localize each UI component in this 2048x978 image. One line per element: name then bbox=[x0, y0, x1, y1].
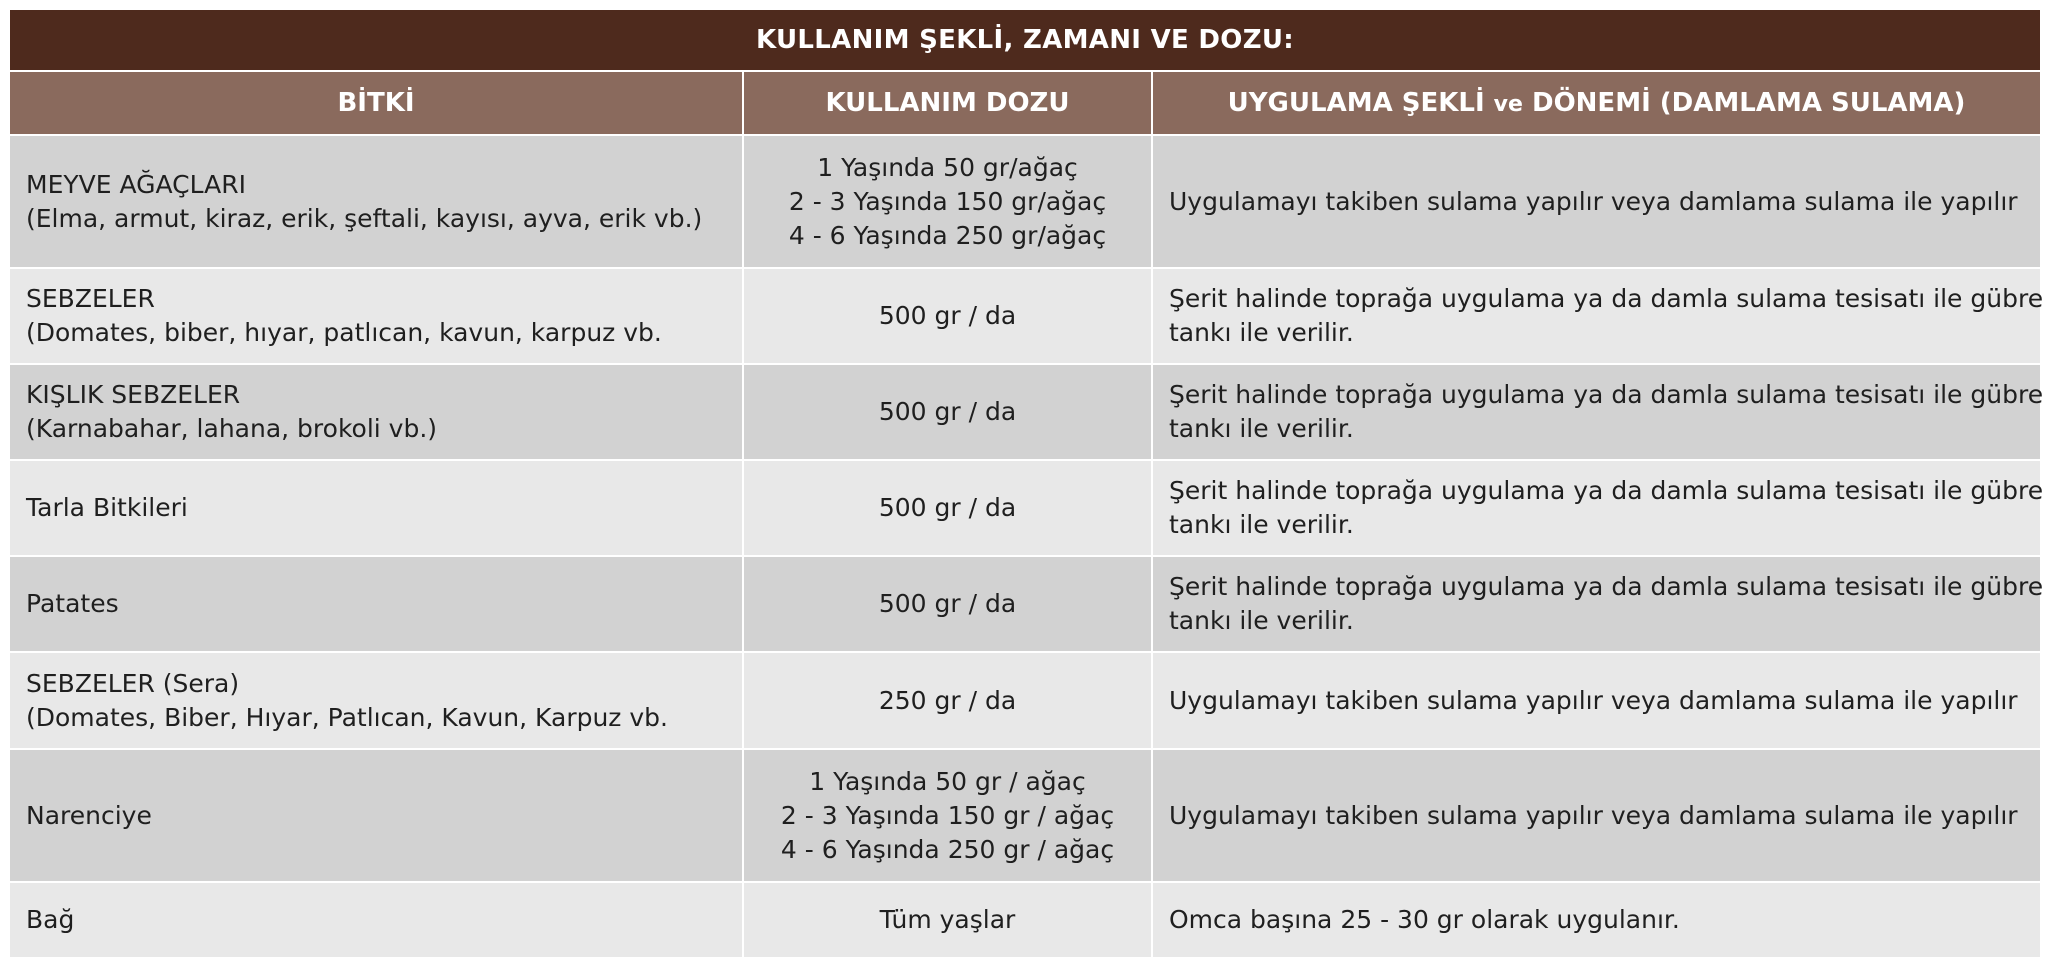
plant-name: MEYVE AĞAÇLARI bbox=[26, 169, 246, 199]
method-text: Uygulamayı takiben sulama yapılır veya damlama sulama ile yapılır bbox=[1169, 685, 2018, 715]
method-cell bbox=[1152, 268, 2044, 364]
plant-cell bbox=[9, 460, 743, 556]
plant-name: SEBZELER bbox=[26, 284, 155, 313]
plant-name: Bağ bbox=[26, 905, 75, 934]
plant-name: SEBZELER (Sera) bbox=[26, 668, 240, 698]
dose-line: 4 - 6 Yaşında 250 gr / ağaç bbox=[780, 834, 1115, 864]
plant-cell bbox=[9, 364, 743, 460]
method-cell bbox=[1152, 135, 2041, 268]
table-row bbox=[9, 556, 2041, 652]
method-text: Omca başına 25 - 30 gr olarak uygulanır. bbox=[1169, 905, 1680, 934]
method-text: Uygulamayı takiben sulama yapılır veya damlama sulama ile yapılır bbox=[1169, 186, 2018, 216]
header-row bbox=[9, 71, 2041, 135]
method-text: Şerit halinde toprağa uygulama ya da damla sulama tesisatı ile gübre bbox=[1169, 380, 2044, 409]
table-row bbox=[9, 135, 2041, 268]
dose-cell bbox=[743, 460, 1152, 556]
method-text: tankı ile verilir. bbox=[1169, 318, 1354, 347]
dose-line: 500 gr / da bbox=[878, 397, 1017, 426]
method-text: tankı ile verilir. bbox=[1169, 510, 1354, 539]
plant-examples: (Elma, armut, kiraz, erik, şeftali, kayısı, ayva, erik vb.) bbox=[26, 203, 703, 233]
dose-line: Tüm yaşlar bbox=[879, 905, 1016, 934]
plant-cell bbox=[9, 135, 743, 268]
method-cell bbox=[1152, 460, 2044, 556]
dose-cell bbox=[743, 556, 1152, 652]
plant-name: Tarla Bitkileri bbox=[26, 493, 188, 522]
method-cell bbox=[1152, 749, 2041, 882]
dose-line: 4 - 6 Yaşında 250 gr/ağaç bbox=[788, 220, 1107, 250]
method-text: Şerit halinde toprağa uygulama ya da damla sulama tesisatı ile gübre bbox=[1169, 476, 2044, 505]
table-title: KULLANIM ŞEKLİ, ZAMANI VE DOZU: bbox=[9, 9, 2041, 71]
header-method bbox=[1152, 71, 2041, 135]
table-row bbox=[9, 652, 2041, 749]
method-cell bbox=[1152, 652, 2041, 749]
table-row bbox=[9, 749, 2041, 882]
header-method-ve: ve bbox=[1493, 92, 1523, 117]
plant-examples: (Domates, biber, hıyar, patlıcan, kavun, karpuz vb. bbox=[26, 318, 662, 347]
method-text: Şerit halinde toprağa uygulama ya da damla sulama tesisatı ile gübre bbox=[1169, 572, 2044, 601]
method-text: tankı ile verilir. bbox=[1169, 414, 1354, 443]
usage-table-container bbox=[8, 8, 2044, 959]
method-text: Uygulamayı takiben sulama yapılır veya damlama sulama ile yapılır bbox=[1169, 800, 2018, 830]
method-cell bbox=[1152, 556, 2044, 652]
plant-name: Patates bbox=[26, 589, 119, 618]
header-plant: BİTKİ bbox=[9, 71, 743, 135]
plant-examples: (Domates, Biber, Hıyar, Patlıcan, Kavun, Karpuz vb. bbox=[26, 702, 668, 732]
table-row bbox=[9, 364, 2041, 460]
dose-line: 2 - 3 Yaşında 150 gr/ağaç bbox=[788, 186, 1107, 216]
plant-cell bbox=[9, 749, 743, 882]
title-row bbox=[9, 9, 2041, 71]
plant-examples: (Karnabahar, lahana, brokoli vb.) bbox=[26, 414, 438, 443]
dose-cell bbox=[743, 364, 1152, 460]
dose-line: 500 gr / da bbox=[878, 589, 1017, 618]
dose-cell bbox=[743, 882, 1152, 958]
dose-line: 1 Yaşında 50 gr/ağaç bbox=[817, 152, 1078, 182]
dose-line: 2 - 3 Yaşında 150 gr / ağaç bbox=[780, 800, 1115, 830]
method-text: Şerit halinde toprağa uygulama ya da damla sulama tesisatı ile gübre bbox=[1169, 284, 2044, 313]
dose-cell bbox=[743, 749, 1152, 882]
method-cell bbox=[1152, 882, 2041, 958]
plant-cell bbox=[9, 882, 743, 958]
table-row bbox=[9, 882, 2041, 958]
dose-line: 500 gr / da bbox=[878, 493, 1017, 522]
plant-cell bbox=[9, 652, 743, 749]
method-text: tankı ile verilir. bbox=[1169, 606, 1354, 635]
table-row bbox=[9, 460, 2041, 556]
dose-line: 500 gr / da bbox=[878, 301, 1017, 330]
plant-cell bbox=[9, 268, 743, 364]
header-method-part1: UYGULAMA ŞEKLİ bbox=[1227, 88, 1494, 118]
usage-table bbox=[8, 8, 2042, 959]
dose-cell bbox=[743, 135, 1152, 268]
method-cell bbox=[1152, 364, 2044, 460]
dose-cell bbox=[743, 268, 1152, 364]
dose-line: 250 gr / da bbox=[878, 685, 1017, 715]
header-method-part2: DÖNEMİ (DAMLAMA SULAMA) bbox=[1522, 88, 1966, 118]
plant-name: KIŞLIK SEBZELER bbox=[26, 380, 241, 409]
plant-name: Narenciye bbox=[26, 800, 152, 830]
plant-cell bbox=[9, 556, 743, 652]
header-dose: KULLANIM DOZU bbox=[743, 71, 1152, 135]
dose-cell bbox=[743, 652, 1152, 749]
table-row bbox=[9, 268, 2041, 364]
dose-line: 1 Yaşında 50 gr / ağaç bbox=[809, 766, 1086, 796]
